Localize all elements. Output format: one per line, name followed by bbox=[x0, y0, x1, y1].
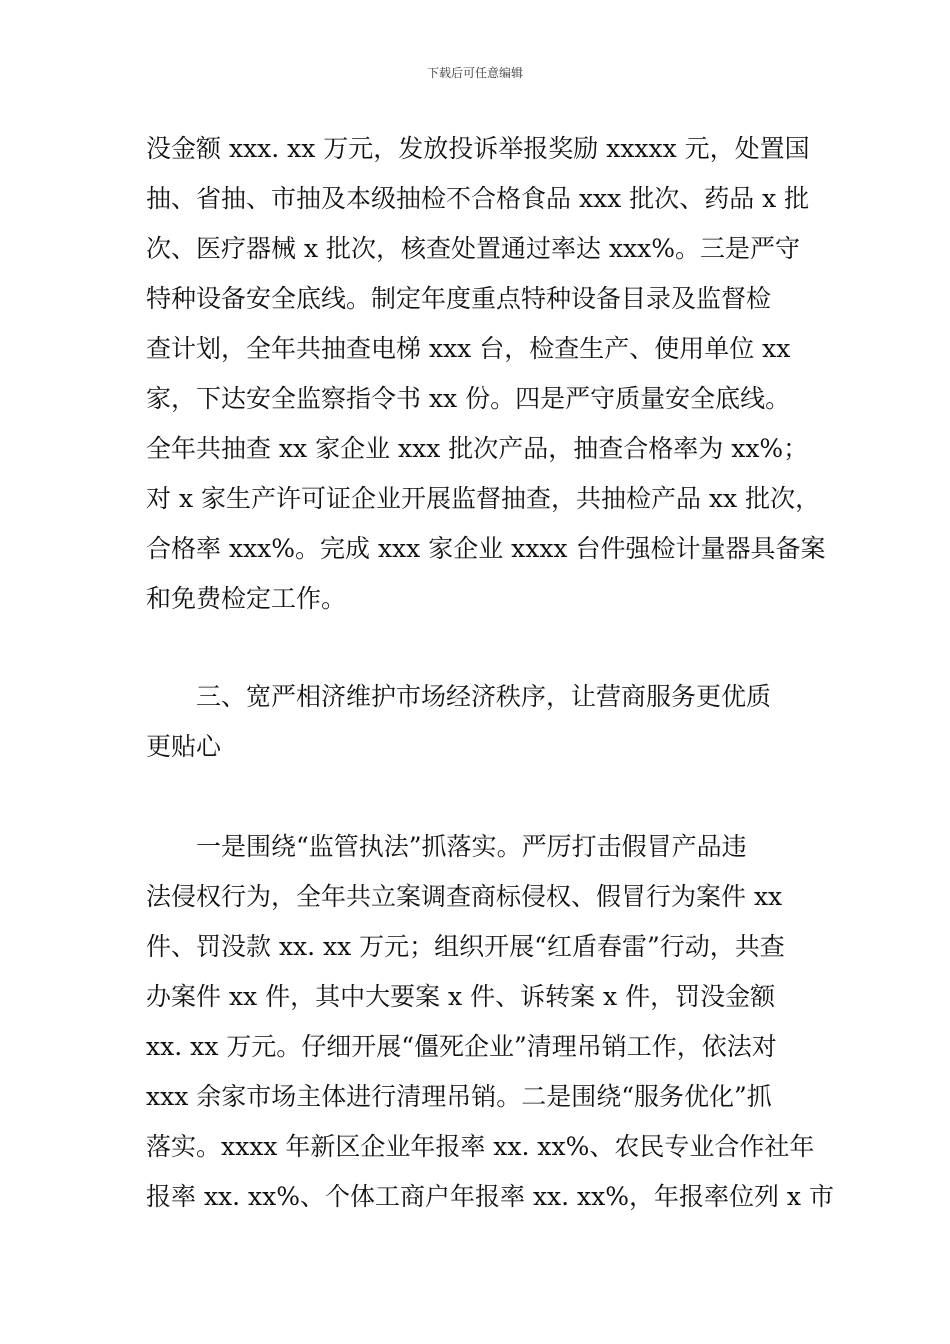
page-header-note: 下载后可任意编辑 bbox=[426, 66, 523, 80]
paragraph-line: 一是围绕“监管执法”抓落实。严厉打击假冒产品违 bbox=[196, 832, 747, 861]
paragraph-line: 特种设备安全底线。制定年度重点特种设备目录及监督检 bbox=[146, 284, 772, 313]
paragraph-line: 合格率 xxx%。完成 xxx 家企业 xxxx 台件强检计量器具备案 bbox=[146, 534, 826, 563]
section-heading-line: 三、宽严相济维护市场经济秩序，让营商服务更优质 bbox=[196, 682, 772, 711]
paragraph-line: 对 x 家生产许可证企业开展监督抽查，共抽检产品 xx 批次， bbox=[146, 484, 821, 513]
paragraph-line: 报率 xx. xx%、个体工商户年报率 xx. xx%，年报率位列 x 市 bbox=[146, 1182, 834, 1211]
paragraph-line: 没金额 xxx. xx 万元，发放投诉举报奖励 xxxxx 元，处置国 bbox=[146, 134, 810, 163]
paragraph-line: 全年共抽查 xx 家企业 xxx 批次产品，抽查合格率为 xx%； bbox=[146, 434, 809, 463]
paragraph-line: 法侵权行为，全年共立案调查商标侵权、假冒行为案件 xx bbox=[146, 882, 783, 911]
paragraph-line: 查计划，全年共抽查电梯 xxx 台，检查生产、使用单位 xx bbox=[146, 334, 791, 363]
paragraph-line: 办案件 xx 件，其中大要案 x 件、诉转案 x 件，罚没金额 bbox=[146, 982, 776, 1011]
paragraph-line: 次、医疗器械 x 批次，核查处置通过率达 xxx%。三是严守 bbox=[146, 234, 800, 263]
paragraph-line: xxx 余家市场主体进行清理吊销。二是围绕“服务优化”抓 bbox=[146, 1082, 772, 1111]
paragraph-line: 落实。xxxx 年新区企业年报率 xx. xx%、农民专业合作社年 bbox=[146, 1132, 815, 1161]
section-heading-line: 更贴心 bbox=[146, 732, 222, 761]
paragraph-line: 和免费检定工作。 bbox=[146, 584, 347, 613]
paragraph-line: 家，下达安全监察指令书 xx 份。四是严守质量安全底线。 bbox=[146, 384, 791, 413]
paragraph-line: xx. xx 万元。仔细开展“僵死企业”清理吊销工作，依法对 bbox=[146, 1032, 777, 1061]
paragraph-line: 抽、省抽、市抽及本级抽检不合格食品 xxx 批次、药品 x 批 bbox=[146, 184, 810, 213]
paragraph-line: 件、罚没款 xx. xx 万元；组织开展“红盾春雷”行动，共查 bbox=[146, 932, 785, 961]
